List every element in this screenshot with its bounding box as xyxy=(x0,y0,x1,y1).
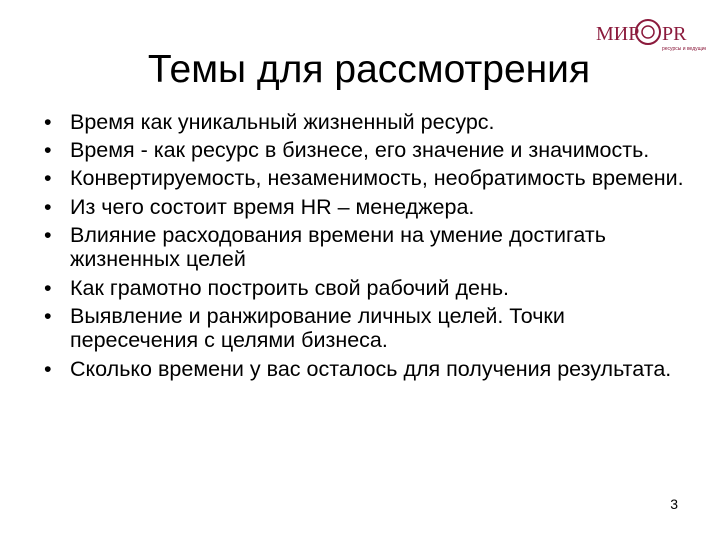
bullet-icon: • xyxy=(44,356,52,381)
bullet-icon: • xyxy=(44,275,52,300)
logo-text-side: PR xyxy=(662,23,687,45)
bullet-text: Из чего состоит время HR – менеджера. xyxy=(70,194,475,219)
bullet-text: Влияние расходования времени на умение достигать жизненных целей xyxy=(70,222,606,272)
bullet-text: Конвертируемость, незаменимость, необратимость времени. xyxy=(70,166,684,191)
bullet-item xyxy=(44,110,694,135)
bullet-text: Выявление и ранжирование личных целей. Точки пересечения с целями бизнеса. xyxy=(70,303,565,353)
bullet-text: Сколько времени у вас осталось для получения результата. xyxy=(70,356,672,381)
bullet-icon: • xyxy=(44,138,52,163)
bullet-text: Время как уникальный жизненный ресурс. xyxy=(70,110,495,134)
bullet-icon: • xyxy=(44,222,52,247)
logo-circle xyxy=(636,20,660,44)
bullet-text: Время - как ресурс в бизнесе, его значение и значимость. xyxy=(70,138,650,163)
bullet-item xyxy=(44,195,694,220)
bullet-text: Как грамотно построить свой рабочий день. xyxy=(70,275,510,300)
logo-text-main: МИР xyxy=(596,23,640,45)
logo-inner-circle xyxy=(642,26,654,38)
bullet-item xyxy=(44,276,694,301)
bullet-icon: • xyxy=(44,303,52,328)
bullet-item xyxy=(44,138,694,163)
page-number: 3 xyxy=(670,496,678,512)
bullet-item xyxy=(44,223,694,272)
bullet-icon: • xyxy=(44,194,52,219)
bullet-item xyxy=(44,166,694,191)
logo-tagline: ресурсы и ведущие xyxy=(662,46,706,52)
bullet-item xyxy=(44,357,694,382)
bullet-item xyxy=(44,304,694,353)
bullet-icon: • xyxy=(44,166,52,191)
bullet-icon: • xyxy=(44,110,52,134)
slide-title: Темы для рассмотрения xyxy=(147,48,591,91)
bullet-list xyxy=(44,110,694,385)
